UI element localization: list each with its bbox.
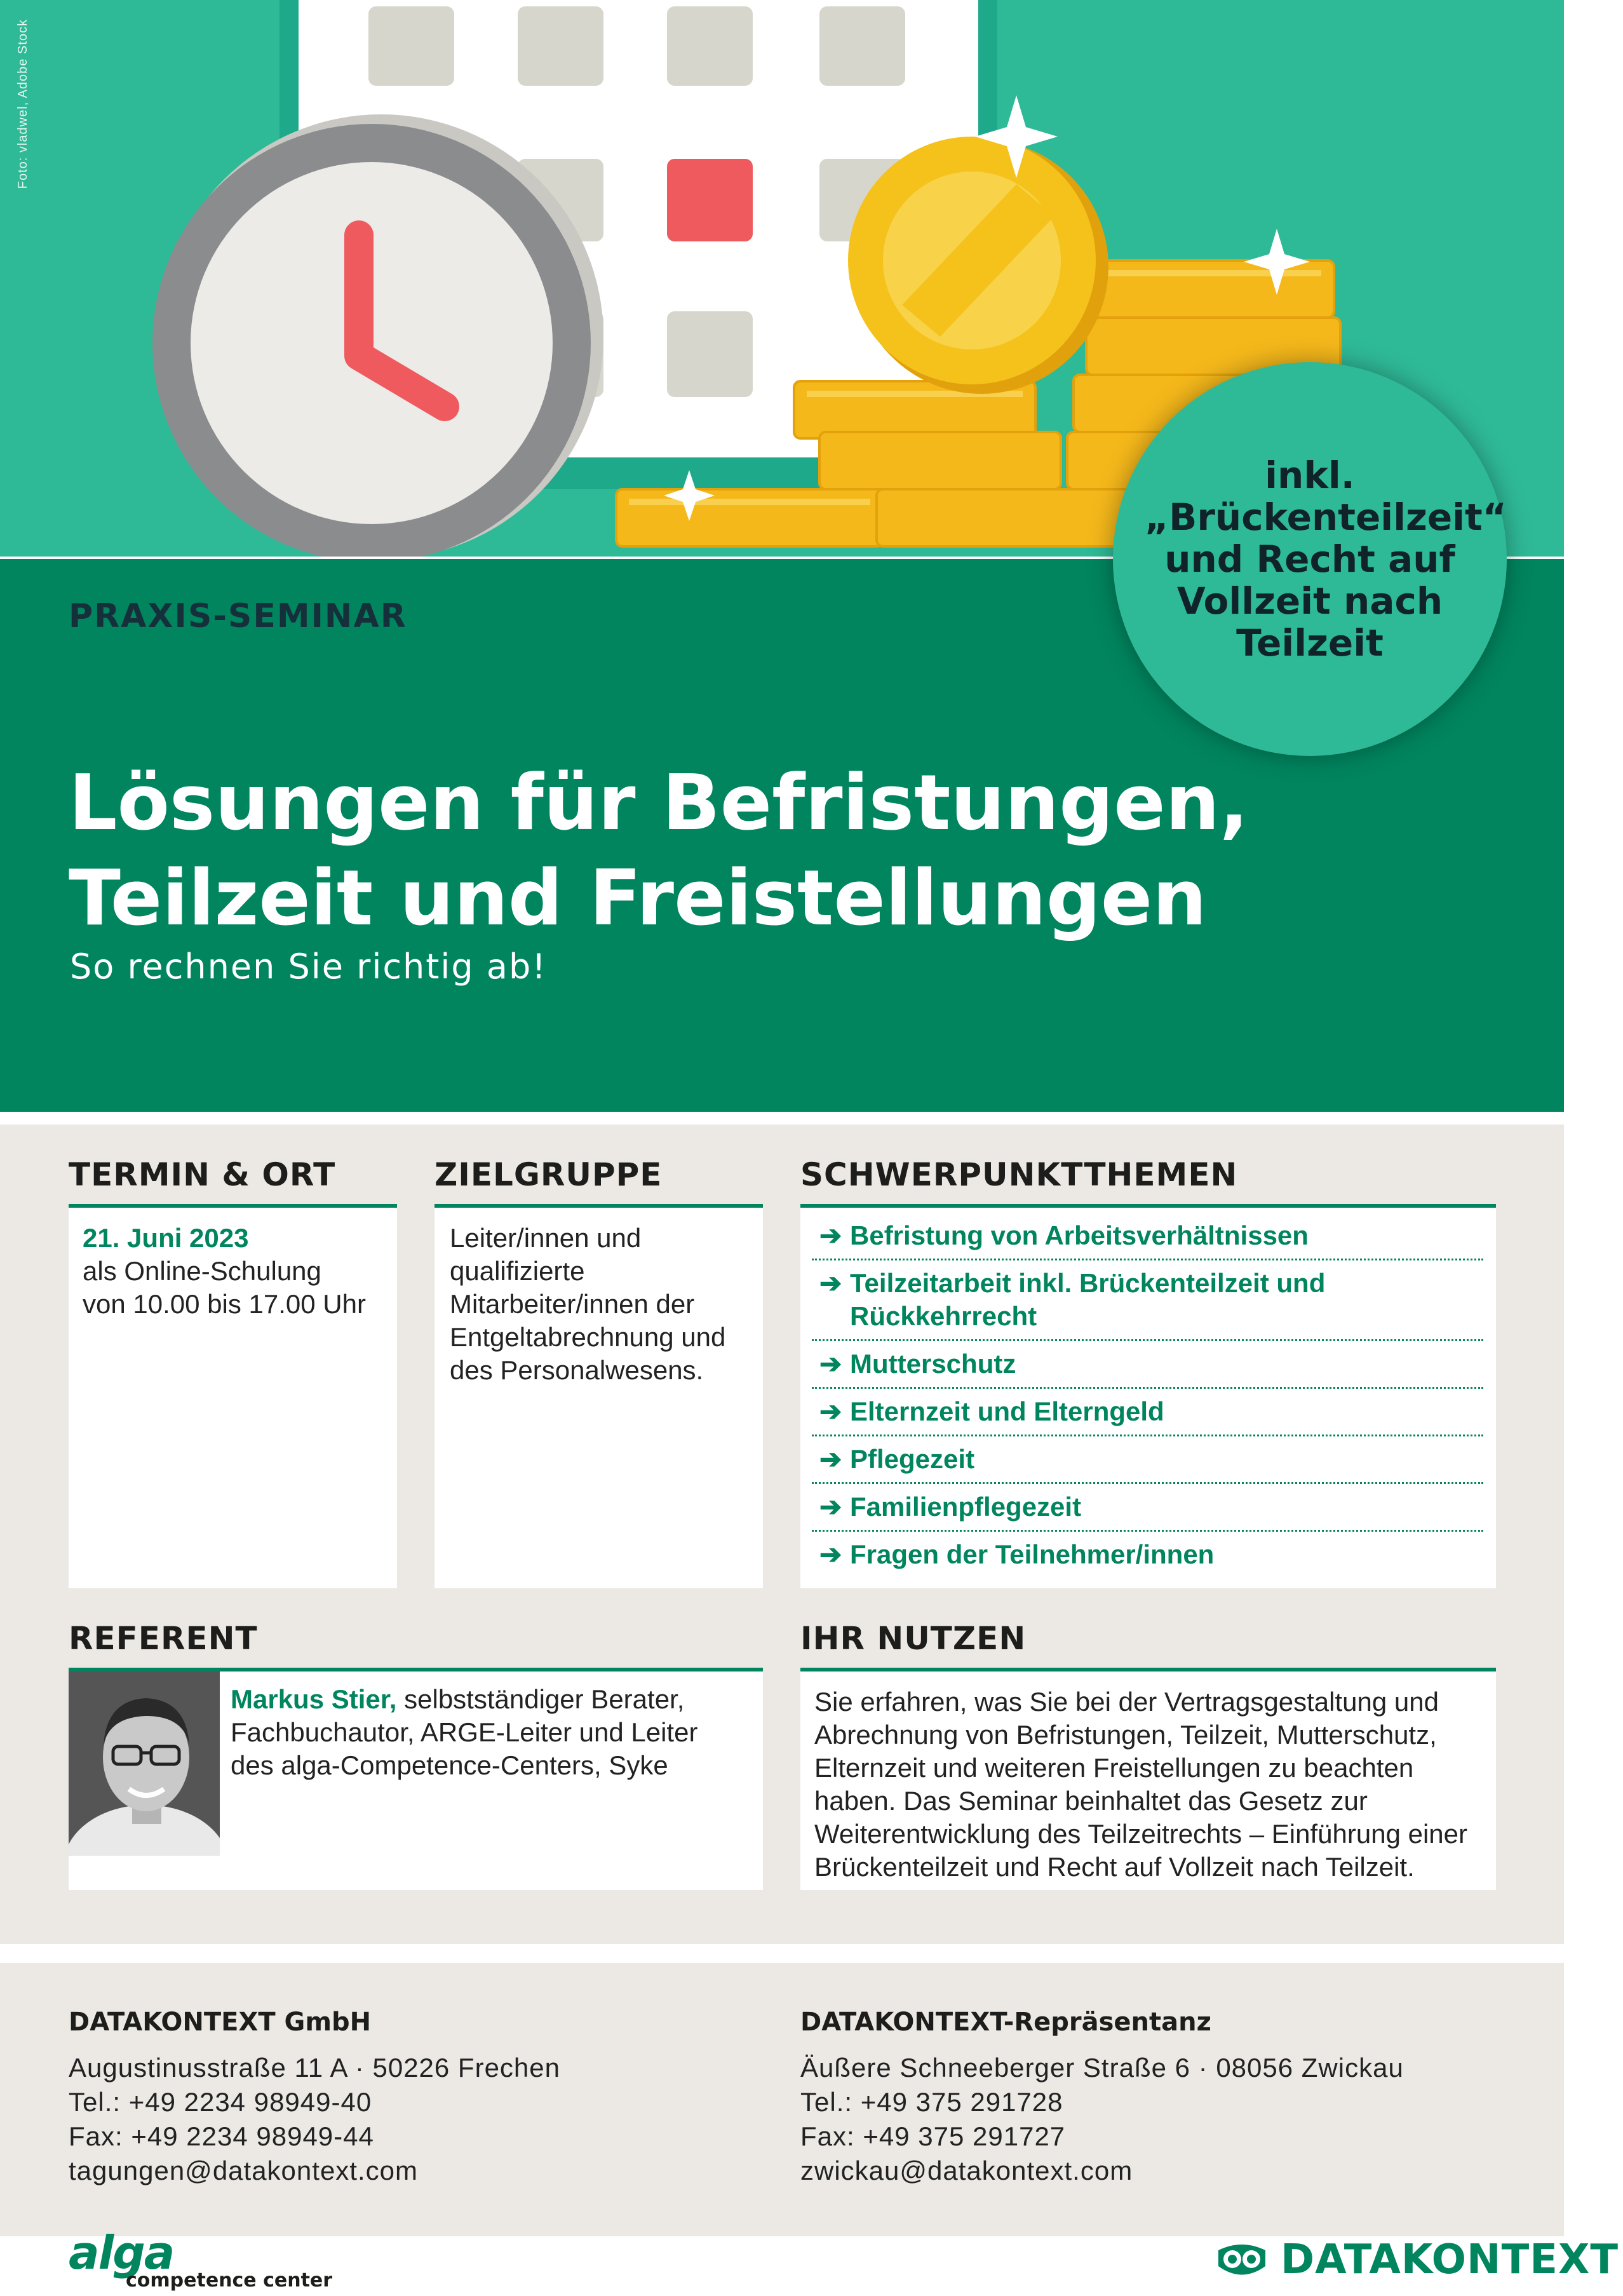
alga-logo [69,2226,333,2292]
themen-heading: SCHWERPUNKTTHEMEN [800,1156,1238,1193]
page-subtitle: So rechnen Sie richtig ab! [70,947,547,987]
arrow-right-icon: ➔ [819,1539,842,1569]
topic-label: Fragen der Teilnehmer/innen [850,1539,1215,1569]
contact-email[interactable]: tagungen@datakontext.com [69,2156,418,2185]
contact-tel: Tel.: +49 2234 98949-40 [69,2087,372,2117]
topic-item [812,1389,1483,1436]
contact-fax: Fax: +49 2234 98949-44 [69,2121,374,2151]
topic-label: Elternzeit und Elterngeld [850,1396,1164,1426]
termin-time: von 10.00 bis 17.00 Uhr [83,1289,366,1319]
zielgruppe-box [434,1204,763,1588]
page-title [69,756,1434,947]
termin-mode: als Online-Schulung [83,1256,321,1286]
referent-description: selbstständiger Berater, Fachbuchautor, ARGE-Leiter und Leiter des alga-Competence-Centers, Syke [231,1684,698,1780]
contact-address: Augustinusstraße 11 A · 50226 Frechen [69,2053,561,2083]
photo-credit: Foto: vladwel, Adobe Stock [16,19,30,189]
nutzen-text: Sie erfahren, was Sie bei der Vertragsgestaltung und Abrechnung von Befristungen, Teilzeit, Mutterschutz, Elternzeit und weiteren Freistellungen zu beachten haben. Das Seminar beinhaltet das Gesetz zur Weiterentwicklung des Teilzeitrechts – Einführung einer Brückenteilzeit und Recht auf Vollzeit nach Teilzeit. [814,1687,1467,1882]
termin-date: 21. Juni 2023 [83,1223,249,1253]
referent-name: Markus Stier, [231,1684,397,1714]
title-line-2: Teilzeit und Freistellungen [69,854,1207,943]
seminar-label: PRAXIS-SEMINAR [69,597,407,635]
arrow-right-icon: ➔ [819,1268,842,1298]
topic-item [812,1532,1483,1577]
datakontext-wordmark: DATAKONTEXT [1281,2236,1619,2283]
contact-address: Äußere Schneeberger Straße 6 · 08056 Zwickau [800,2053,1404,2083]
zielgruppe-text: Leiter/innen und qualifizierte Mitarbeiter/innen der Entgeltabrechnung und des Personalwesens. [450,1223,726,1385]
contact-frechen [69,2008,560,2188]
topic-item [812,1260,1483,1341]
topic-label: Teilzeitarbeit inkl. Brückenteilzeit und Rückkehrrecht [850,1268,1326,1331]
contact-tel: Tel.: +49 375 291728 [800,2087,1063,2117]
contact-email[interactable]: zwickau@datakontext.com [800,2156,1133,2185]
feature-badge [1113,362,1507,756]
themen-box [800,1204,1496,1588]
contact-zwickau [800,2008,1404,2188]
topic-item [812,1484,1483,1532]
topic-item [812,1213,1483,1260]
topic-label: Mutterschutz [850,1349,1016,1379]
arrow-right-icon: ➔ [819,1396,842,1426]
referent-bio [231,1683,745,1782]
topic-item [812,1341,1483,1389]
badge-text: inkl. „Brückenteilzeit“ und Recht auf Vollzeit nach Teilzeit [1145,454,1507,665]
owl-icon [1213,2238,1270,2282]
topic-label: Familienpflegezeit [850,1492,1082,1522]
alga-logo-word: alga [69,2226,174,2279]
contact-company: DATAKONTEXT GmbH [69,2008,372,2037]
topic-item [812,1436,1483,1484]
zielgruppe-heading: ZIELGRUPPE [434,1156,663,1193]
title-line-1: Lösungen für Befristungen, [69,759,1249,847]
topic-label: Befristung von Arbeitsverhältnissen [850,1220,1309,1250]
contact-fax: Fax: +49 375 291727 [800,2121,1066,2151]
topic-list [812,1213,1483,1577]
referent-box [69,1668,763,1890]
nutzen-heading: IHR NUTZEN [800,1620,1027,1657]
datakontext-logo [1213,2236,1619,2283]
termin-box [69,1204,397,1588]
nutzen-box [800,1668,1496,1890]
termin-heading: TERMIN & ORT [69,1156,336,1193]
arrow-right-icon: ➔ [819,1444,842,1474]
arrow-right-icon: ➔ [819,1492,842,1522]
arrow-right-icon: ➔ [819,1220,842,1250]
contact-company: DATAKONTEXT-Repräsentanz [800,2008,1211,2037]
arrow-right-icon: ➔ [819,1349,842,1379]
alga-logo-subtitle: competence center [126,2269,333,2292]
referent-heading: REFERENT [69,1620,258,1657]
speaker-portrait [69,1671,220,1856]
topic-label: Pflegezeit [850,1444,975,1474]
